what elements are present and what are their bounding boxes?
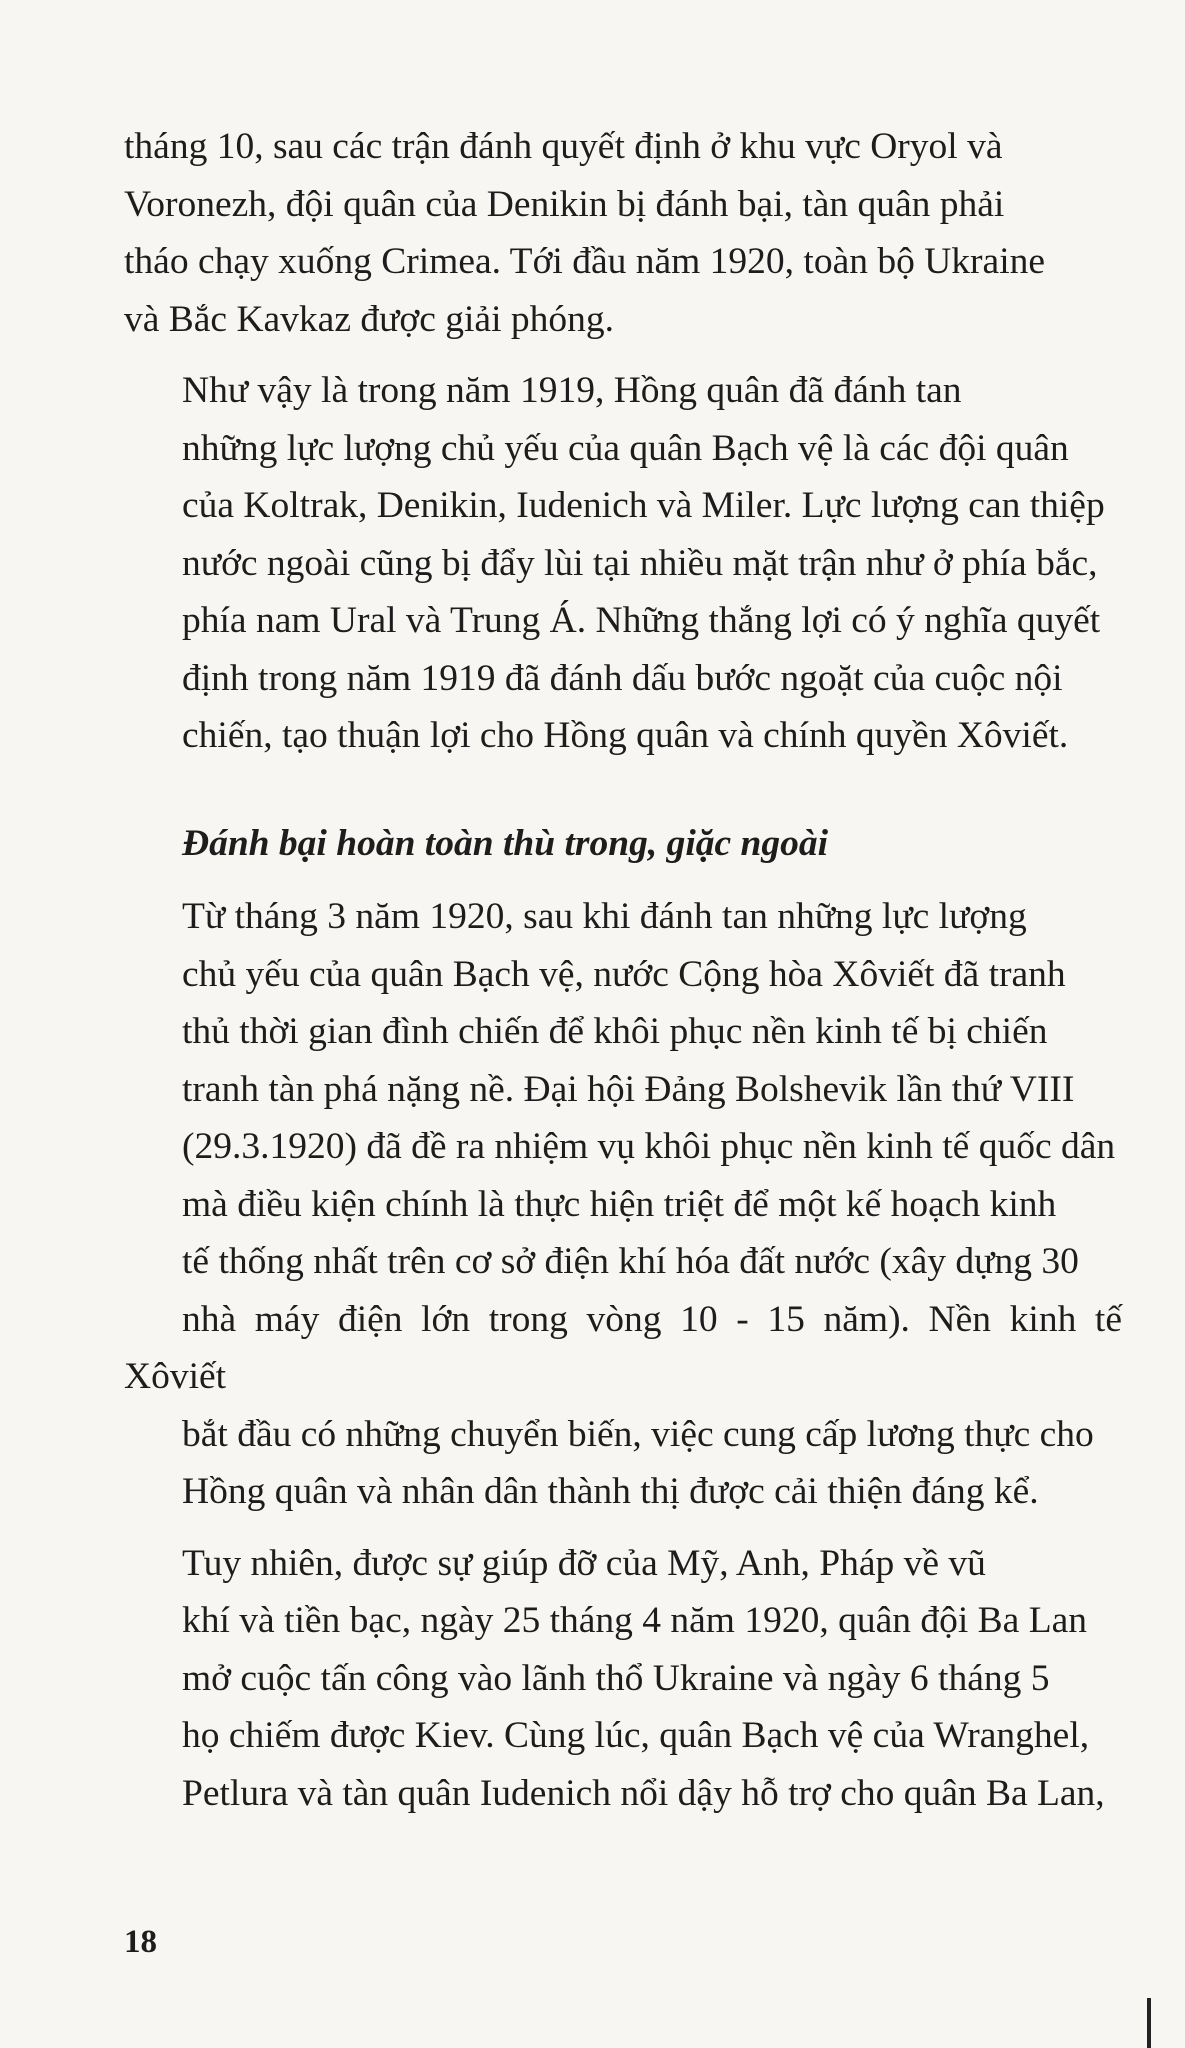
text-line: Petlura và tàn quân Iudenich nổi dậy hỗ trợ cho quân Ba Lan, <box>182 1772 1105 1814</box>
paragraph <box>124 888 1122 1521</box>
text-line: bắt đầu có những chuyển biến, việc cung cấp lương thực cho <box>182 1413 1094 1455</box>
paragraph <box>124 118 1122 348</box>
text-line: tế thống nhất trên cơ sở điện khí hóa đất nước (xây dựng 30 <box>182 1241 1079 1282</box>
page-number: 18 <box>124 1924 157 1960</box>
section-heading: Đánh bại hoàn toàn thù trong, giặc ngoài <box>182 822 829 864</box>
text-line: thủ thời gian đình chiến để khôi phục nền kinh tế bị chiến <box>182 1011 1048 1052</box>
text-line: định trong năm 1919 đã đánh dấu bước ngoặt của cuộc nội <box>182 657 1063 699</box>
text-line: họ chiếm được Kiev. Cùng lúc, quân Bạch vệ của Wranghel, <box>182 1715 1090 1756</box>
text-line: phía nam Ural và Trung Á. Những thắng lợi có ý nghĩa quyết <box>182 600 1101 641</box>
text-block-before-heading <box>124 118 1122 765</box>
text-line: Từ tháng 3 năm 1920, sau khi đánh tan những lực lượng <box>182 896 1027 937</box>
text-line: nhà máy điện lớn trong vòng 10 - 15 năm). Nền kinh tế Xôviết <box>124 1298 1122 1397</box>
text-line: khí và tiền bạc, ngày 25 tháng 4 năm 1920, quân đội Ba Lan <box>182 1600 1087 1641</box>
text-line: những lực lượng chủ yếu của quân Bạch vệ là các đội quân <box>182 427 1069 469</box>
text-line: và Bắc Kavkaz được giải phóng. <box>124 298 614 340</box>
text-line: chủ yếu của quân Bạch vệ, nước Cộng hòa Xôviết đã tranh <box>182 953 1066 995</box>
text-block-after-heading <box>124 888 1122 1822</box>
text-line: chiến, tạo thuận lợi cho Hồng quân và chính quyền Xôviết. <box>182 715 1069 756</box>
text-line: (29.3.1920) đã đề ra nhiệm vụ khôi phục nền kinh tế quốc dân <box>182 1126 1116 1167</box>
text-line: mở cuộc tấn công vào lãnh thổ Ukraine và ngày 6 tháng 5 <box>182 1657 1050 1699</box>
text-line: của Koltrak, Denikin, Iudenich và Miler. Lực lượng can thiệp <box>182 485 1105 526</box>
paragraph <box>124 362 1122 765</box>
text-line: tháng 10, sau các trận đánh quyết định ở khu vực Oryol và <box>124 126 1003 167</box>
paragraph <box>124 1535 1122 1823</box>
page-body <box>124 118 1122 1822</box>
page-edge-mark <box>1147 1998 1151 2048</box>
text-line: mà điều kiện chính là thực hiện triệt để một kế hoạch kinh <box>182 1183 1057 1225</box>
text-line: tháo chạy xuống Crimea. Tới đầu năm 1920, toàn bộ Ukraine <box>124 241 1046 282</box>
text-line: Tuy nhiên, được sự giúp đỡ của Mỹ, Anh, Pháp về vũ <box>182 1542 986 1584</box>
text-line: Hồng quân và nhân dân thành thị được cải thiện đáng kể. <box>182 1471 1039 1512</box>
text-line: nước ngoài cũng bị đẩy lùi tại nhiều mặt trận như ở phía bắc, <box>182 542 1098 584</box>
text-line: Như vậy là trong năm 1919, Hồng quân đã đánh tan <box>182 370 962 411</box>
text-line: Voronezh, đội quân của Denikin bị đánh bại, tàn quân phải <box>124 183 1005 225</box>
text-line: tranh tàn phá nặng nề. Đại hội Đảng Bolshevik lần thứ VIII <box>182 1068 1075 1110</box>
